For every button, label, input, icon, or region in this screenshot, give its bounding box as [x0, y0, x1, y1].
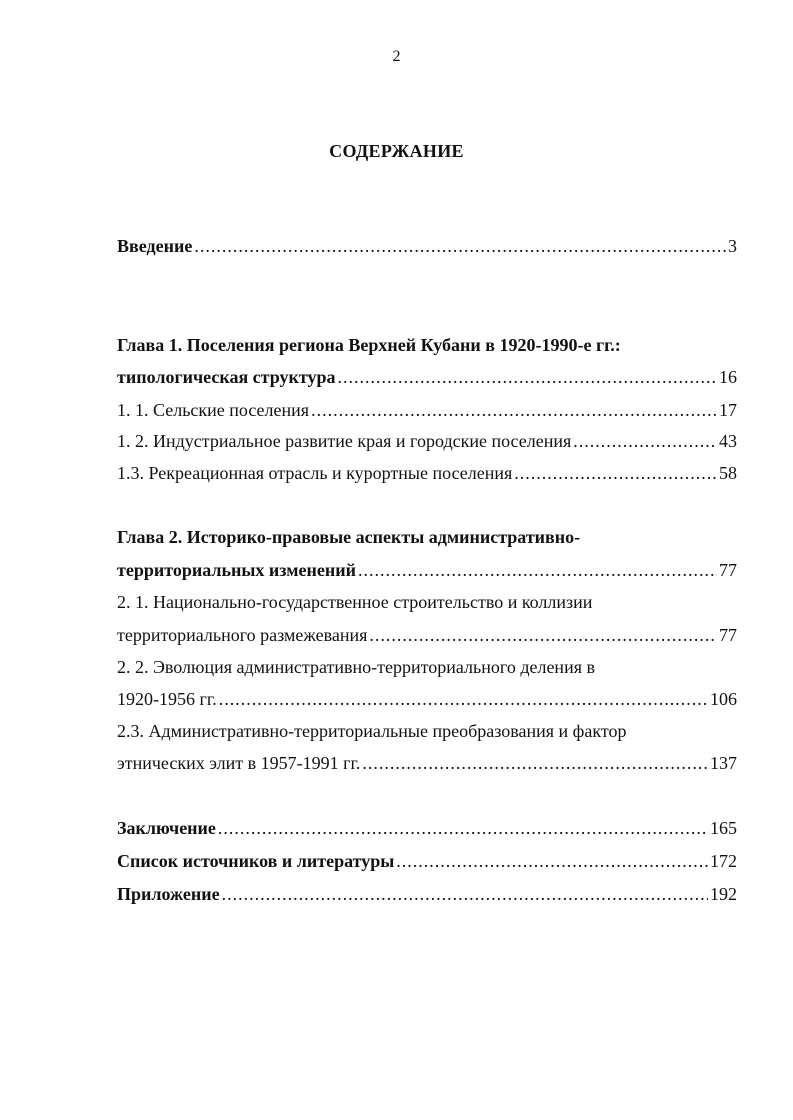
toc-entry-page: 43: [719, 431, 737, 451]
toc-entry-text: 1. 2. Индустриальное развитие края и городские поселения: [117, 431, 572, 451]
page-number: 2: [392, 48, 401, 65]
toc-title: СОДЕРЖАНИЕ: [329, 141, 464, 161]
toc-entry-page: 106: [710, 689, 737, 709]
dot-leader: [222, 882, 708, 906]
toc-entry-text: Заключение: [117, 818, 216, 838]
toc-entry-text: Список источников и литературы: [117, 851, 395, 871]
toc-entry-text: Глава 1. Поселения региона Верхней Кубани в 1920-1990-е гг.:: [117, 335, 621, 355]
toc-entry-page: 3: [728, 236, 737, 256]
toc-entry-page: 16: [719, 367, 737, 387]
toc-entry-text: типологическая структура: [117, 367, 336, 387]
toc-entry-page: 77: [719, 560, 737, 580]
toc-entry-text: 2.3. Административно-территориальные преобразования и фактор: [117, 721, 627, 741]
toc-entry-text: Введение: [117, 236, 193, 256]
dot-leader: [218, 816, 708, 840]
toc-entry-page: 17: [719, 400, 737, 420]
toc-entry-sources[interactable]: [117, 849, 737, 873]
dot-leader: [396, 849, 708, 873]
dot-leader: [194, 234, 726, 258]
toc-entry-text: 2. 2. Эволюция административно-территориального деления в: [117, 657, 595, 677]
dot-leader: [338, 365, 718, 389]
toc-entry-text: 1920-1956 гг.: [117, 689, 217, 709]
toc-chapter-2-heading: [117, 525, 737, 549]
toc-entry-2-2-heading: [117, 655, 737, 679]
toc-entry-intro[interactable]: [117, 234, 737, 258]
toc-entry-text: этнических элит в 1957-1991 гг.: [117, 753, 361, 773]
toc-entry-2-1-heading: [117, 590, 737, 614]
toc-entry-chapter-1[interactable]: [117, 365, 737, 389]
dot-leader: [311, 398, 717, 422]
toc-entry-page: 165: [710, 818, 737, 838]
toc-entry-1-2[interactable]: [117, 429, 737, 453]
toc-entry-text: 1.3. Рекреационная отрасль и курортные поселения: [117, 463, 513, 483]
toc-entry-chapter-2[interactable]: [117, 558, 737, 582]
toc-entry-page: 137: [710, 753, 737, 773]
dot-leader: [514, 461, 717, 485]
toc-entry-page: 172: [710, 851, 737, 871]
toc-entry-text: территориального размежевания: [117, 625, 368, 645]
dot-leader: [573, 429, 717, 453]
toc-entry-text: 2. 1. Национально-государственное строительство и коллизии: [117, 592, 593, 612]
toc-entry-text: территориальных изменений: [117, 560, 356, 580]
dot-leader: [362, 751, 708, 775]
toc-entry-2-3[interactable]: [117, 751, 737, 775]
toc-entry-1-1[interactable]: [117, 398, 737, 422]
toc-entry-conclusion[interactable]: [117, 816, 737, 840]
toc-entry-page: 192: [710, 884, 737, 904]
toc-entry-2-2[interactable]: [117, 687, 737, 711]
toc-entry-page: 77: [719, 625, 737, 645]
dot-leader: [358, 558, 717, 582]
toc-entry-2-1[interactable]: [117, 623, 737, 647]
toc-entry-page: 58: [719, 463, 737, 483]
toc-entry-text: Глава 2. Историко-правовые аспекты административно-: [117, 527, 581, 547]
toc-chapter-1-heading: [117, 333, 737, 357]
dot-leader: [219, 687, 708, 711]
toc-entry-2-3-heading: [117, 719, 737, 743]
toc-entry-appendix[interactable]: [117, 882, 737, 906]
toc-entry-1-3[interactable]: [117, 461, 737, 485]
dot-leader: [369, 623, 717, 647]
toc-entry-text: 1. 1. Сельские поселения: [117, 400, 310, 420]
toc-entry-text: Приложение: [117, 884, 220, 904]
